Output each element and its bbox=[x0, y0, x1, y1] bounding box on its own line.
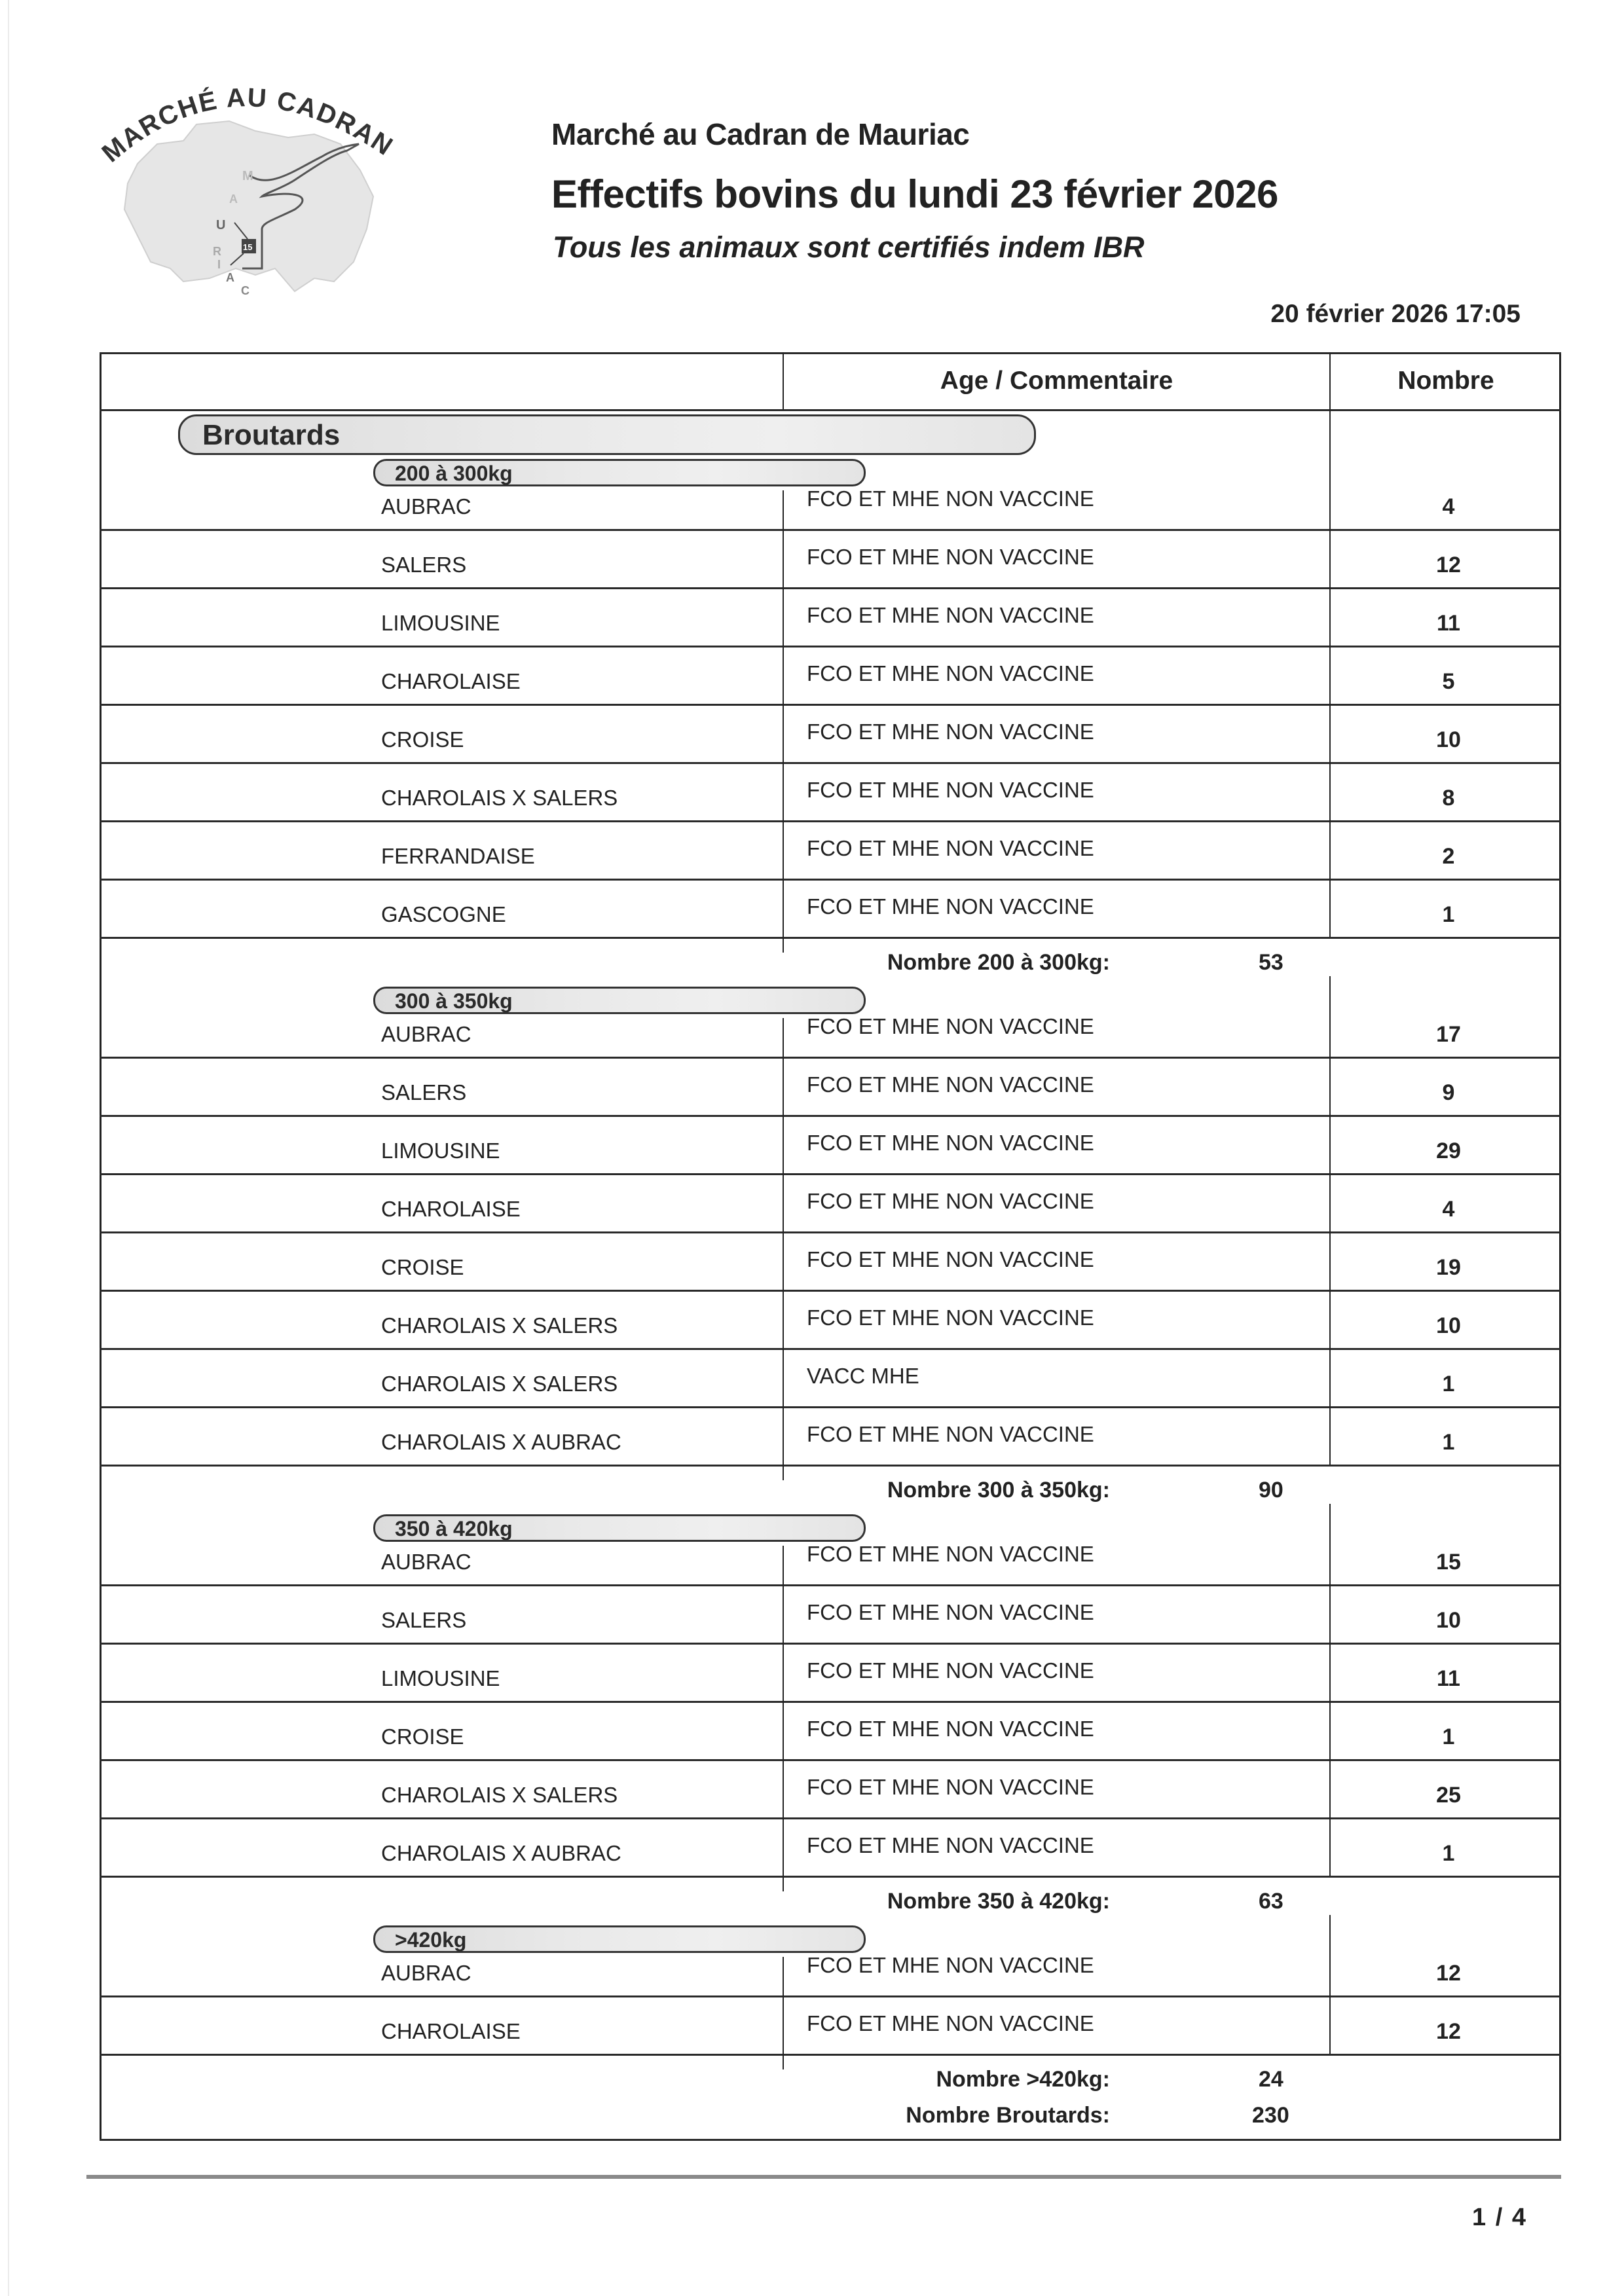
row-divider bbox=[100, 1173, 1561, 1175]
count-cell: 11 bbox=[1437, 611, 1460, 636]
count-cell: 12 bbox=[1436, 553, 1461, 577]
logo-arc-text: MARCHÉ AU CADRAN bbox=[98, 83, 399, 168]
weight-group-pill: >420kg bbox=[373, 1925, 866, 1953]
livestock-table bbox=[100, 352, 1561, 2141]
column-divider bbox=[783, 1643, 784, 1701]
comment-cell: FCO ET MHE NON VACCINE bbox=[807, 661, 1094, 685]
logo-letter: A bbox=[226, 271, 234, 284]
row-divider bbox=[100, 529, 1561, 531]
breed-cell: CHAROLAIS X SALERS bbox=[381, 786, 618, 810]
print-timestamp: 20 février 2026 17:05 bbox=[1270, 300, 1521, 328]
column-divider bbox=[783, 1817, 784, 1876]
breed-cell: CHAROLAIS X SALERS bbox=[381, 1372, 618, 1396]
column-divider bbox=[1329, 1231, 1331, 1290]
column-divider bbox=[783, 1465, 784, 1480]
row-divider bbox=[100, 704, 1561, 706]
row-divider bbox=[100, 1643, 1561, 1645]
count-cell: 10 bbox=[1436, 1313, 1461, 1338]
column-divider bbox=[1329, 1643, 1331, 1701]
comment-cell: FCO ET MHE NON VACCINE bbox=[807, 1953, 1094, 1977]
breed-cell: CROISE bbox=[381, 1255, 464, 1279]
subtotal-value: 90 bbox=[1259, 1478, 1283, 1503]
column-divider bbox=[783, 937, 784, 953]
count-cell: 29 bbox=[1436, 1139, 1461, 1163]
count-cell: 12 bbox=[1436, 1961, 1461, 1986]
count-cell: 9 bbox=[1442, 1080, 1455, 1105]
breed-cell: AUBRAC bbox=[381, 1550, 471, 1574]
logo-letter: M bbox=[242, 169, 253, 183]
comment-cell: FCO ET MHE NON VACCINE bbox=[807, 1422, 1094, 1446]
column-divider bbox=[1329, 646, 1331, 704]
column-divider bbox=[783, 529, 784, 587]
comment-cell: FCO ET MHE NON VACCINE bbox=[807, 2011, 1094, 2035]
row-divider bbox=[100, 1817, 1561, 1819]
column-header-comment: Age / Commentaire bbox=[940, 367, 1173, 395]
row-divider bbox=[100, 1584, 1561, 1586]
count-cell: 1 bbox=[1442, 902, 1455, 927]
logo-letter: R bbox=[213, 245, 221, 258]
breed-cell: CHAROLAIS X AUBRAC bbox=[381, 1430, 621, 1454]
count-cell: 10 bbox=[1436, 727, 1461, 752]
comment-cell: FCO ET MHE NON VACCINE bbox=[807, 1014, 1094, 1038]
column-divider bbox=[1329, 1517, 1331, 1584]
document-subtitle: Tous les animaux sont certifiés indem IBR bbox=[553, 230, 1145, 264]
comment-cell: FCO ET MHE NON VACCINE bbox=[807, 720, 1094, 744]
column-divider bbox=[783, 1173, 784, 1231]
table-border-right bbox=[1559, 352, 1561, 2141]
column-divider bbox=[1329, 1115, 1331, 1173]
row-divider bbox=[100, 1348, 1561, 1350]
weight-group-pill: 200 à 300kg bbox=[373, 459, 866, 486]
row-divider bbox=[100, 2054, 1561, 2056]
row-divider bbox=[100, 1465, 1561, 1467]
comment-cell: FCO ET MHE NON VACCINE bbox=[807, 1775, 1094, 1799]
column-divider bbox=[1329, 409, 1331, 462]
column-divider bbox=[783, 1995, 784, 2054]
column-divider bbox=[1329, 587, 1331, 646]
column-divider bbox=[783, 1115, 784, 1173]
column-divider bbox=[783, 1018, 784, 1057]
table-border-top bbox=[100, 352, 1561, 354]
column-divider bbox=[1329, 1759, 1331, 1817]
column-divider bbox=[1329, 1406, 1331, 1465]
logo-letter: U bbox=[216, 218, 226, 232]
column-divider bbox=[1329, 989, 1331, 1057]
row-divider bbox=[100, 1759, 1561, 1761]
breed-cell: FERRANDAISE bbox=[381, 844, 535, 868]
column-divider bbox=[1329, 1348, 1331, 1406]
count-cell: 8 bbox=[1442, 786, 1455, 811]
scan-margin-line bbox=[8, 0, 9, 2296]
row-divider bbox=[100, 1995, 1561, 1997]
weight-group-pill: 350 à 420kg bbox=[373, 1514, 866, 1542]
breed-cell: LIMOUSINE bbox=[381, 611, 500, 635]
column-divider bbox=[1329, 1584, 1331, 1643]
breed-cell: LIMOUSINE bbox=[381, 1666, 500, 1690]
count-cell: 2 bbox=[1442, 844, 1455, 869]
row-divider bbox=[100, 1057, 1561, 1059]
document-title: Effectifs bovins du lundi 23 février 2026 bbox=[551, 172, 1278, 216]
comment-cell: FCO ET MHE NON VACCINE bbox=[807, 894, 1094, 919]
column-divider bbox=[1329, 820, 1331, 879]
subtotal-label: Nombre 300 à 350kg: bbox=[887, 1478, 1110, 1503]
column-divider bbox=[783, 646, 784, 704]
column-divider bbox=[1329, 762, 1331, 820]
organization-name: Marché au Cadran de Mauriac bbox=[551, 117, 970, 151]
count-cell: 1 bbox=[1442, 1430, 1455, 1455]
breed-cell: SALERS bbox=[381, 1080, 467, 1104]
row-divider bbox=[100, 646, 1561, 647]
map-shape bbox=[124, 121, 373, 291]
breed-cell: AUBRAC bbox=[381, 494, 471, 519]
breed-cell: SALERS bbox=[381, 1608, 467, 1632]
row-divider bbox=[100, 1876, 1561, 1878]
column-header-count: Nombre bbox=[1397, 367, 1494, 395]
count-cell: 15 bbox=[1436, 1550, 1461, 1575]
count-cell: 25 bbox=[1436, 1783, 1461, 1808]
column-divider bbox=[1329, 1995, 1331, 2054]
comment-cell: FCO ET MHE NON VACCINE bbox=[807, 486, 1094, 511]
breed-cell: CHAROLAISE bbox=[381, 669, 521, 693]
row-divider bbox=[100, 937, 1561, 939]
row-divider bbox=[100, 762, 1561, 764]
comment-cell: FCO ET MHE NON VACCINE bbox=[807, 1247, 1094, 1271]
column-divider bbox=[783, 762, 784, 820]
table-border-left bbox=[100, 352, 101, 2141]
column-divider bbox=[783, 704, 784, 762]
weight-group-pill: 300 à 350kg bbox=[373, 987, 866, 1014]
count-cell: 17 bbox=[1436, 1022, 1461, 1047]
row-divider bbox=[100, 1115, 1561, 1117]
total-value: 230 bbox=[1252, 2103, 1289, 2128]
count-cell: 10 bbox=[1436, 1608, 1461, 1633]
column-divider bbox=[1329, 704, 1331, 762]
comment-cell: FCO ET MHE NON VACCINE bbox=[807, 603, 1094, 627]
column-divider bbox=[783, 587, 784, 646]
column-divider bbox=[1329, 1173, 1331, 1231]
subtotal-label: Nombre 200 à 300kg: bbox=[887, 950, 1110, 975]
subtotal-value: 53 bbox=[1259, 950, 1283, 975]
department-badge-text: 15 bbox=[243, 242, 253, 252]
column-divider bbox=[783, 490, 784, 529]
column-divider bbox=[783, 1231, 784, 1290]
column-divider bbox=[783, 1057, 784, 1115]
comment-cell: FCO ET MHE NON VACCINE bbox=[807, 836, 1094, 860]
comment-cell: FCO ET MHE NON VACCINE bbox=[807, 1189, 1094, 1213]
comment-cell: FCO ET MHE NON VACCINE bbox=[807, 778, 1094, 802]
comment-cell: FCO ET MHE NON VACCINE bbox=[807, 1600, 1094, 1624]
breed-cell: LIMOUSINE bbox=[381, 1139, 500, 1163]
comment-cell: FCO ET MHE NON VACCINE bbox=[807, 545, 1094, 569]
comment-cell: FCO ET MHE NON VACCINE bbox=[807, 1131, 1094, 1155]
logo-letter: I bbox=[217, 258, 221, 271]
column-divider bbox=[1329, 1928, 1331, 1995]
breed-cell: CHAROLAIS X SALERS bbox=[381, 1313, 618, 1338]
subtotal-label: Nombre 350 à 420kg: bbox=[887, 1889, 1110, 1914]
logo-letter: C bbox=[241, 284, 249, 297]
logo-letter: A bbox=[229, 192, 238, 206]
column-divider bbox=[1329, 1701, 1331, 1759]
breed-cell: AUBRAC bbox=[381, 1961, 471, 1985]
page-number: 1 / 4 bbox=[1472, 2204, 1527, 2231]
column-divider bbox=[1329, 1290, 1331, 1348]
subtotal-value: 63 bbox=[1259, 1889, 1283, 1914]
logo-graphic bbox=[98, 72, 406, 301]
breed-cell: CROISE bbox=[381, 1724, 464, 1749]
footer-rule bbox=[86, 2175, 1561, 2179]
table-border-bottom bbox=[100, 2139, 1561, 2141]
column-divider bbox=[783, 1759, 784, 1817]
subtotal-value: 24 bbox=[1259, 2067, 1283, 2092]
row-divider bbox=[100, 820, 1561, 822]
breed-cell: SALERS bbox=[381, 553, 467, 577]
count-cell: 4 bbox=[1442, 1197, 1455, 1222]
column-divider bbox=[783, 1290, 784, 1348]
column-divider bbox=[783, 1701, 784, 1759]
comment-cell: FCO ET MHE NON VACCINE bbox=[807, 1717, 1094, 1741]
column-divider bbox=[783, 1957, 784, 1995]
column-divider bbox=[1329, 529, 1331, 587]
breed-cell: CROISE bbox=[381, 727, 464, 752]
logo bbox=[98, 72, 406, 301]
breed-cell: GASCOGNE bbox=[381, 902, 506, 926]
breed-cell: CHAROLAISE bbox=[381, 1197, 521, 1221]
column-divider bbox=[783, 1348, 784, 1406]
column-divider bbox=[783, 1876, 784, 1891]
count-cell: 1 bbox=[1442, 1372, 1455, 1396]
row-divider bbox=[100, 1406, 1561, 1408]
column-divider bbox=[783, 1406, 784, 1465]
count-cell: 1 bbox=[1442, 1724, 1455, 1749]
comment-cell: FCO ET MHE NON VACCINE bbox=[807, 1305, 1094, 1330]
header-divider bbox=[100, 409, 1561, 411]
comment-cell: FCO ET MHE NON VACCINE bbox=[807, 1542, 1094, 1566]
row-divider bbox=[100, 879, 1561, 881]
row-divider bbox=[100, 1290, 1561, 1292]
comment-cell: VACC MHE bbox=[807, 1364, 919, 1388]
breed-cell: AUBRAC bbox=[381, 1022, 471, 1046]
column-divider bbox=[783, 1546, 784, 1584]
subtotal-label: Nombre >420kg: bbox=[936, 2067, 1110, 2092]
comment-cell: FCO ET MHE NON VACCINE bbox=[807, 1833, 1094, 1857]
total-label: Nombre Broutards: bbox=[906, 2103, 1110, 2128]
column-divider bbox=[1329, 879, 1331, 937]
column-divider bbox=[783, 1584, 784, 1643]
count-cell: 11 bbox=[1437, 1666, 1460, 1691]
column-divider bbox=[783, 879, 784, 937]
column-divider bbox=[783, 2054, 784, 2069]
count-cell: 1 bbox=[1442, 1841, 1455, 1866]
column-divider bbox=[783, 820, 784, 879]
breed-cell: CHAROLAISE bbox=[381, 2019, 521, 2043]
count-cell: 4 bbox=[1442, 494, 1455, 519]
breed-cell: CHAROLAIS X AUBRAC bbox=[381, 1841, 621, 1865]
count-cell: 19 bbox=[1436, 1255, 1461, 1280]
category-pill: Broutards bbox=[178, 414, 1036, 455]
row-divider bbox=[100, 587, 1561, 589]
breed-cell: CHAROLAIS X SALERS bbox=[381, 1783, 618, 1807]
row-divider bbox=[100, 1231, 1561, 1233]
column-divider bbox=[1329, 462, 1331, 529]
row-divider bbox=[100, 1701, 1561, 1703]
comment-cell: FCO ET MHE NON VACCINE bbox=[807, 1658, 1094, 1683]
count-cell: 5 bbox=[1442, 669, 1455, 694]
count-cell: 12 bbox=[1436, 2019, 1461, 2044]
column-divider bbox=[1329, 1057, 1331, 1115]
column-divider bbox=[1329, 1817, 1331, 1876]
comment-cell: FCO ET MHE NON VACCINE bbox=[807, 1072, 1094, 1097]
